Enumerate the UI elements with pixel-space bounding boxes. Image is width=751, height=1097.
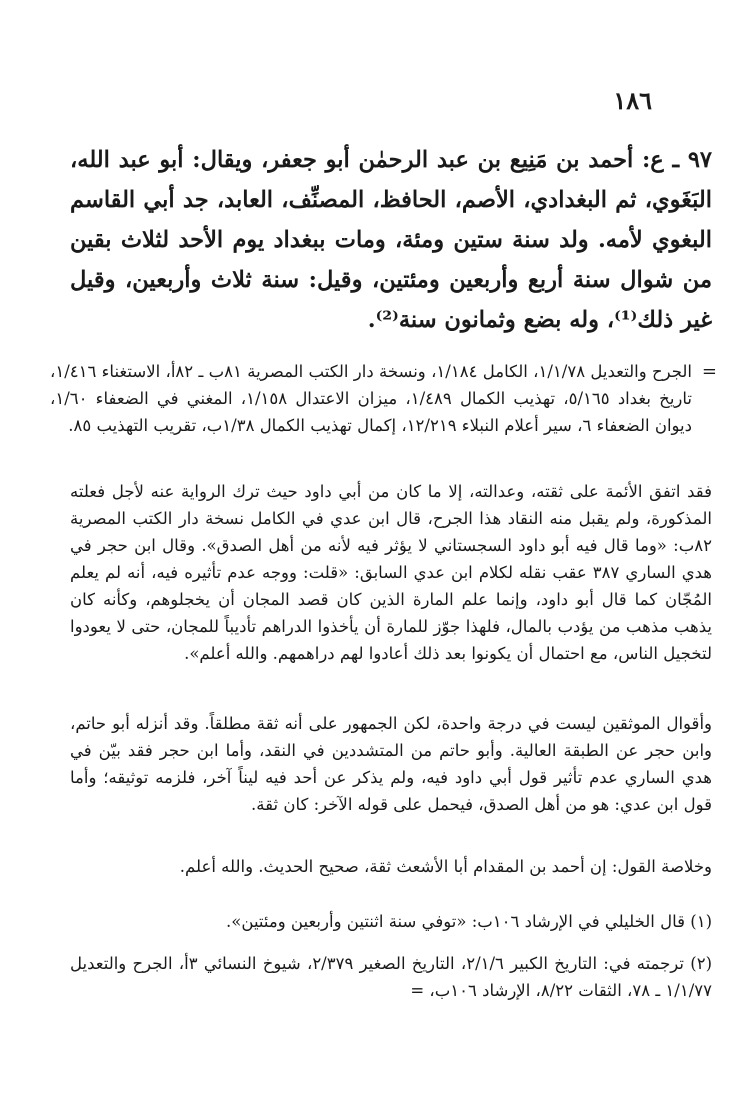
- note-paragraph: فقد اتفق الأئمة على ثقته، وعدالته، إلا ما كان من أبي داود حيث ترك الرواية عنه لأجل فعلته المذكورة، ولم يقبل منه النقاد هذا الجرح، قال ابن عدي في الكامل نسخة دار الكتب المصرية ٨٢ب: «وما قال فيه أبو داود السجستاني لا يؤثر فيه لأنه من أهل الصدق». وقال ابن حجر في هدي الساري ٣٨٧ عقب نقله لكلام ابن عدي السابق: «قلت: ووجه عدم تأثيره فيه، أنه لم يعلم المُجّان كما قال أبو داود، وإنما علم المارة الذين كان قصد المجان أن يخجلوهم، وكأنه كان يذهب مذهب من يؤدب بالمال، فلهذا جوّز للمارة أن يأخذوا الدراهم تأديباً للمجان، حتى لا يعودوا لتخجيل الناس، مع احتمال أن يكونوا بعد ذلك أعادوا لهم دراهمهم. والله أعلم».: [70, 482, 712, 663]
- page-number: ١٨٦: [613, 86, 652, 115]
- footnote-1: (١) قال الخليلي في الإرشاد ١٠٦ب: «توفي سنة اثنتين وأربعين ومئتين».: [226, 912, 712, 931]
- continuation-marker: =: [701, 361, 717, 382]
- biography-entry: ٩٧ ـ ع: أحمد بن مَنِيع بن عبد الرحمٰن أبو جعفر، ويقال: أبو عبد الله، البَغَوي، ثم البغدادي، الأصم، الحافظ، المصنِّف، العابد، جد أبي القاسم البغوي لأمه. ولد سنة ستين ومئة، ومات ببغداد يوم الأحد لثلاث بقين من شوال سنة أربع وأربعين ومئتين، وقيل: سنة ثلاث وأربعين، وقيل غير ذلك⁽¹⁾، وله بضع وثمانون سنة⁽²⁾.: [70, 147, 712, 333]
- footnote-continuation: [50, 358, 717, 439]
- continuation-text: الجرح والتعديل ١/١/٧٨، الكامل ١/١٨٤، ونسخة دار الكتب المصرية ٨١ب ـ ٨٢أ، الاستغناء ١/٤١٦، تاريخ بغداد ٥/١٦٥، تهذيب الكمال ١/٤٨٩، ميزان الاعتدال ١/١٥٨، المغني في الضعفاء ١/٦٠، ديوان الضعفاء ٦، سير أعلام النبلاء ١٢/٢١٩، إكمال تهذيب الكمال ١/٣٨ب، تقريب التهذيب ٨٥.: [50, 362, 693, 435]
- document-page: [50, 0, 717, 1097]
- note-paragraph: وأقوال الموثقين ليست في درجة واحدة، لكن الجمهور على أنه ثقة مطلقاً. وقد أنزله أبو حاتم، وابن حجر عن الطبقة العالية. وأبو حاتم من المتشددين في النقد، وأما ابن حجر فقد بيّن في هدي الساري عدم تأثير قول أبي داود فيه، ولم يذكر عن أحد فيه ليناً آخر، فلزمه توثيقه؛ وأما قول ابن عدي: هو من أهل الصدق، فيحمل على قوله الآخر: كان ثقة.: [70, 714, 712, 814]
- footnote-2: (٢) ترجمته في: التاريخ الكبير ٢/١/٦، التاريخ الصغير ٢/٣٧٩، شيوخ النسائي ٣أ، الجرح والتعديل ١/١/٧٧ ـ ٧٨، الثقات ٨/٢٢، الإرشاد ١٠٦ب، =: [70, 954, 712, 1000]
- note-paragraph: وخلاصة القول: إن أحمد بن المقدام أبا الأشعث ثقة، صحيح الحديث. والله أعلم.: [179, 857, 712, 876]
